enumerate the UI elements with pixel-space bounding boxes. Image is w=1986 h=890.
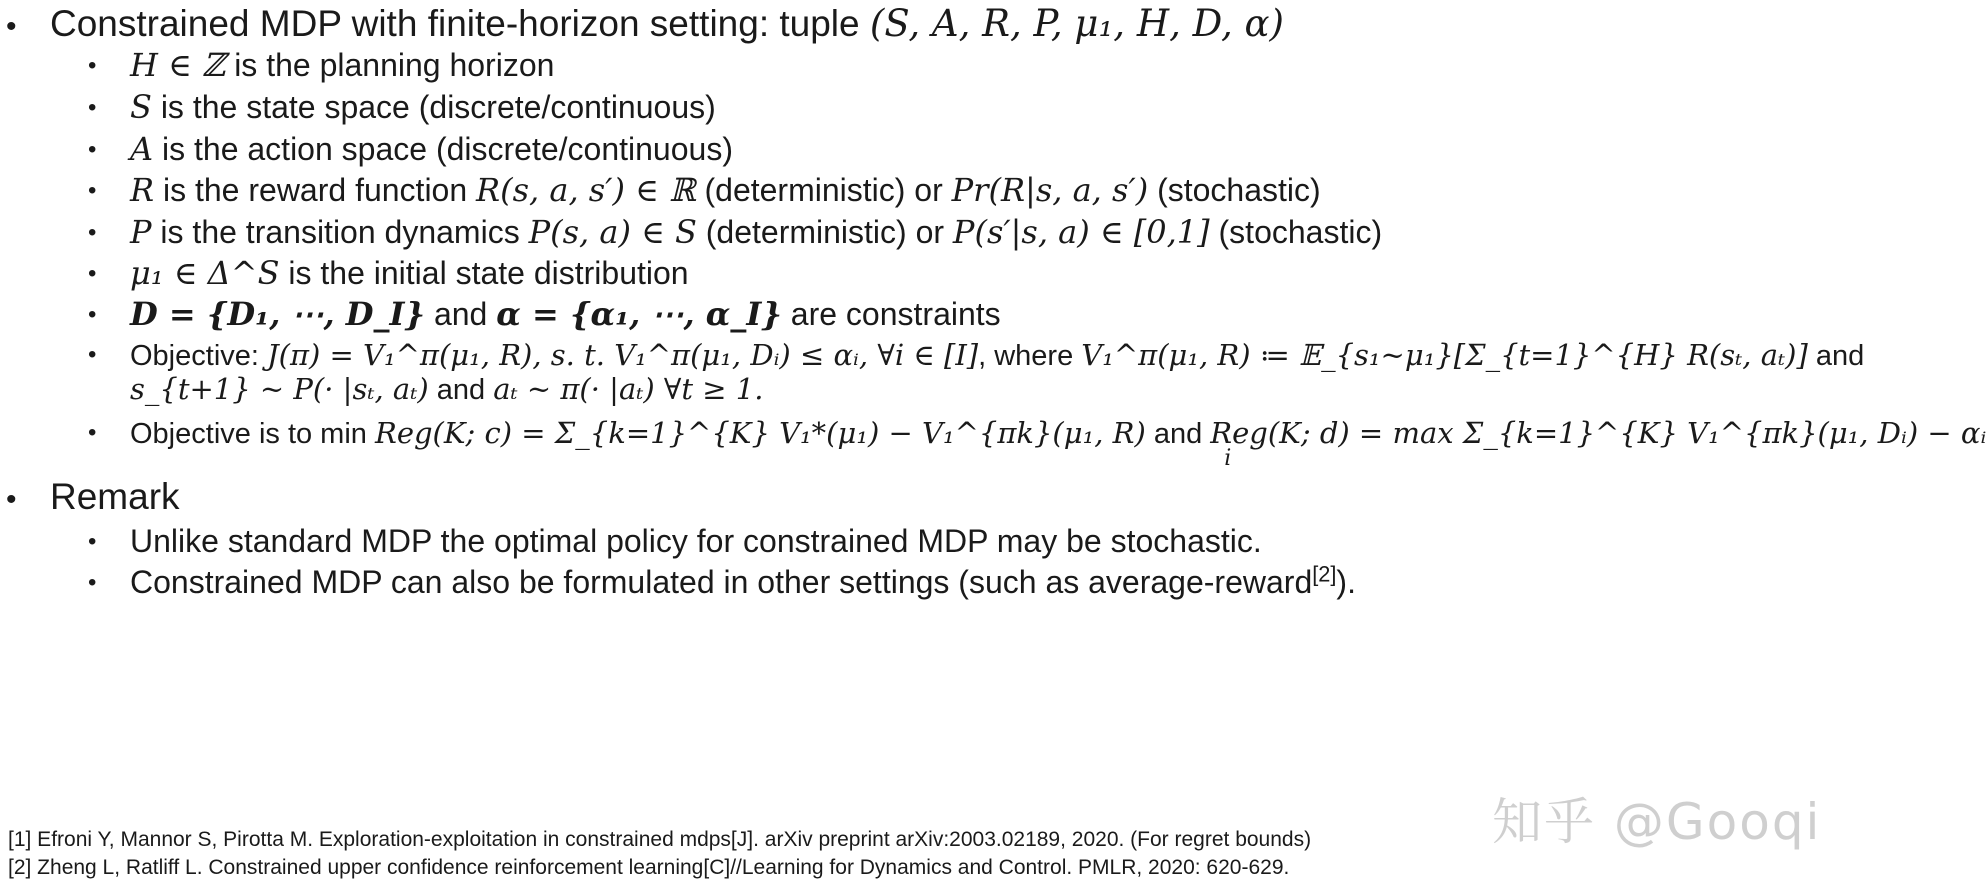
reference-2: [2] Zheng L, Ratliff L. Constrained upper confidence reinforcement learning[C]//Learning for Dynamics and Control. PMLR, 2020: 620-629.: [8, 856, 1290, 879]
objective-line2-text: and: [428, 374, 494, 406]
bullet-dot: •: [88, 94, 97, 121]
action-text: is the action space (discrete/continuous): [153, 131, 733, 167]
item-action-space: [88, 130, 733, 168]
tuple-math: (S, A, R, P, μ₁, H, D, α): [869, 2, 1284, 45]
remark-item-2: [88, 561, 1356, 601]
transition-text-3: (stochastic): [1209, 214, 1383, 250]
item-constraints: [88, 295, 1001, 333]
bullet-dot: •: [88, 177, 97, 204]
regret-math-2: Reg(K; d) = max: [1210, 416, 1454, 450]
objective-line2-math-2: aₜ ~ π(· |aₜ) ∀t ≥ 1.: [493, 372, 764, 406]
objective-text-2: and: [1807, 340, 1865, 372]
regret-math-1: Reg(K; c) = Σ_{k=1}^{K} V₁*(μ₁) − V₁^{πk}(μ₁, R): [374, 416, 1146, 450]
remark-2-citation: [2]: [1312, 561, 1337, 587]
item-state-space: [88, 88, 716, 126]
item-initial-distribution: [88, 254, 689, 292]
transition-math-2: P(s′|s, a) ∈ [0,1]: [952, 213, 1210, 251]
remark-1-text: Unlike standard MDP the optimal policy for constrained MDP may be stochastic.: [130, 523, 1262, 559]
reward-math-2: Pr(R|s, a, s′): [951, 171, 1149, 209]
bullet-dot: •: [88, 52, 97, 79]
bullet-dot: •: [6, 10, 17, 43]
initial-symbol: μ₁ ∈ Δ^S: [130, 254, 280, 292]
transition-text-1: is the transition dynamics: [151, 214, 529, 250]
regret-text-1: and: [1145, 418, 1211, 450]
state-symbol: S: [130, 88, 152, 126]
item-horizon: [88, 46, 554, 84]
bullet-constrained-mdp: [6, 2, 1284, 45]
bullet-dot: •: [88, 569, 97, 596]
remark-item-1: [88, 523, 1262, 560]
watermark: 知乎 @Gooqi: [1492, 793, 1822, 851]
remark-heading: Remark: [50, 476, 180, 517]
bullet-dot: •: [6, 483, 17, 516]
reference-1: [1] Efroni Y, Mannor S, Pirotta M. Exploration-exploitation in constrained mdps[J]. arXiv preprint arXiv:2003.02189, 2020. (For regret bounds): [8, 828, 1312, 851]
objective-line2-math-1: s_{t+1} ~ P(· |sₜ, aₜ): [130, 372, 429, 406]
objective-math-2: V₁^π(μ₁, R) ≔ 𝔼_{s₁~μ₁}[Σ_{t=1}^{H} R(sₜ, aₜ)]: [1081, 338, 1808, 372]
reward-text-2: (deterministic) or: [695, 172, 952, 208]
bullet-dot: •: [88, 341, 97, 368]
bullet-dot: •: [88, 301, 97, 328]
objective-continuation: [130, 372, 763, 407]
horizon-symbol: H ∈ ℤ: [130, 46, 226, 84]
reward-symbol: R: [130, 171, 155, 209]
bullet-remark: [6, 476, 180, 518]
constraints-text-1: and: [425, 296, 497, 332]
remark-2-end: ).: [1336, 564, 1356, 600]
item-regret: [88, 416, 1986, 471]
bullet-dot: •: [88, 219, 97, 246]
constraints-math-2: α = {α₁, ⋯, α_I}: [496, 295, 782, 333]
reward-math-1: R(s, a, s′) ∈ ℝ: [476, 171, 696, 209]
constraints-math-1: D = {D₁, ⋯, D_I}: [130, 295, 426, 333]
regret-math-3: Σ_{k=1}^{K} V₁^{πk}(μ₁, Dᵢ) − αᵢ: [1453, 416, 1986, 450]
item-objective: [88, 338, 1864, 373]
bullet-dot: •: [88, 260, 97, 287]
reward-text-3: (stochastic): [1148, 172, 1321, 208]
transition-text-2: (deterministic) or: [696, 214, 953, 250]
objective-math-1: J(π) = V₁^π(μ₁, R), s. t. V₁^π(μ₁, Dᵢ) ≤ αᵢ, ∀i ∈ [I]: [267, 338, 979, 372]
transition-symbol: P: [130, 213, 152, 251]
action-symbol: A: [130, 130, 154, 168]
regret-max-subscript: i: [1224, 446, 1232, 471]
bullet-dot: •: [88, 136, 97, 163]
bullet-dot: •: [88, 528, 97, 555]
bullet-text: Constrained MDP with finite-horizon setting: tuple: [50, 3, 870, 44]
item-reward: [88, 171, 1321, 209]
initial-text: is the initial state distribution: [279, 255, 689, 291]
bullet-dot: •: [88, 419, 97, 446]
reward-text-1: is the reward function: [154, 172, 477, 208]
remark-2-text: Constrained MDP can also be formulated in other settings (such as average-reward: [130, 564, 1313, 600]
objective-label: Objective:: [130, 340, 267, 372]
regret-label: Objective is to min: [130, 418, 375, 450]
horizon-text: is the planning horizon: [225, 47, 555, 83]
state-text: is the state space (discrete/continuous): [151, 89, 716, 125]
constraints-text-2: are constraints: [781, 296, 1001, 332]
regret-max-operator: [1210, 416, 1454, 471]
objective-text-1: , where: [978, 340, 1082, 372]
item-transition: [88, 213, 1382, 251]
transition-math-1: P(s, a) ∈ S: [528, 213, 697, 251]
